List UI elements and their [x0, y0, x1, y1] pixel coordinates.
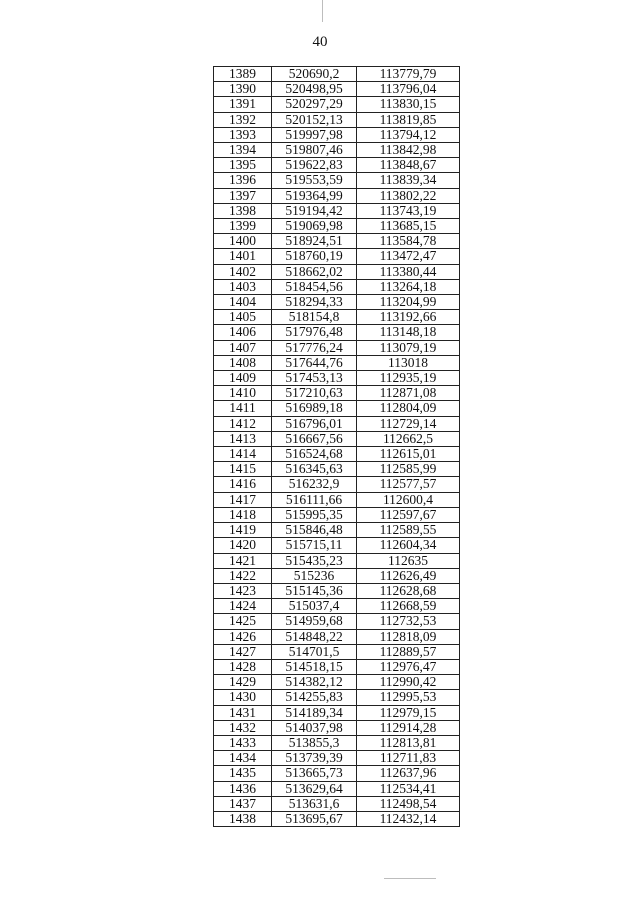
point-number-cell: 1391 [214, 97, 272, 112]
table-row [214, 431, 460, 446]
y-coordinate-cell: 113779,79 [357, 67, 460, 82]
y-coordinate-cell: 113848,67 [357, 158, 460, 173]
table-row [214, 675, 460, 690]
x-coordinate-cell: 518454,56 [272, 279, 357, 294]
x-coordinate-cell: 515715,11 [272, 538, 357, 553]
x-coordinate-cell: 514189,34 [272, 705, 357, 720]
x-coordinate-cell: 518662,02 [272, 264, 357, 279]
x-coordinate-cell: 516232,9 [272, 477, 357, 492]
table-row [214, 599, 460, 614]
table-row [214, 386, 460, 401]
table-row [214, 295, 460, 310]
coordinates-table-body [214, 67, 460, 827]
table-row [214, 340, 460, 355]
x-coordinate-cell: 520498,95 [272, 82, 357, 97]
scan-artifact-line [384, 878, 436, 879]
x-coordinate-cell: 518760,19 [272, 249, 357, 264]
point-number-cell: 1396 [214, 173, 272, 188]
point-number-cell: 1433 [214, 735, 272, 750]
y-coordinate-cell: 113079,19 [357, 340, 460, 355]
x-coordinate-cell: 517776,24 [272, 340, 357, 355]
point-number-cell: 1411 [214, 401, 272, 416]
x-coordinate-cell: 518294,33 [272, 295, 357, 310]
point-number-cell: 1405 [214, 310, 272, 325]
point-number-cell: 1412 [214, 416, 272, 431]
y-coordinate-cell: 112711,83 [357, 751, 460, 766]
y-coordinate-cell: 112668,59 [357, 599, 460, 614]
x-coordinate-cell: 514255,83 [272, 690, 357, 705]
point-number-cell: 1404 [214, 295, 272, 310]
page-number: 40 [312, 34, 328, 50]
point-number-cell: 1427 [214, 644, 272, 659]
table-row [214, 173, 460, 188]
table-row [214, 143, 460, 158]
table-row [214, 811, 460, 826]
point-number-cell: 1429 [214, 675, 272, 690]
table-row [214, 492, 460, 507]
y-coordinate-cell: 112432,14 [357, 811, 460, 826]
x-coordinate-cell: 520297,29 [272, 97, 357, 112]
point-number-cell: 1430 [214, 690, 272, 705]
y-coordinate-cell: 113472,47 [357, 249, 460, 264]
y-coordinate-cell: 113794,12 [357, 127, 460, 142]
x-coordinate-cell: 516524,68 [272, 447, 357, 462]
x-coordinate-cell: 518154,8 [272, 310, 357, 325]
y-coordinate-cell: 113819,85 [357, 112, 460, 127]
point-number-cell: 1394 [214, 143, 272, 158]
y-coordinate-cell: 112597,67 [357, 507, 460, 522]
table-row [214, 416, 460, 431]
y-coordinate-cell: 113685,15 [357, 219, 460, 234]
table-row [214, 219, 460, 234]
y-coordinate-cell: 113264,18 [357, 279, 460, 294]
table-row [214, 234, 460, 249]
x-coordinate-cell: 515037,4 [272, 599, 357, 614]
table-row [214, 82, 460, 97]
table-row [214, 583, 460, 598]
point-number-cell: 1407 [214, 340, 272, 355]
table-row [214, 614, 460, 629]
point-number-cell: 1432 [214, 720, 272, 735]
y-coordinate-cell: 113842,98 [357, 143, 460, 158]
x-coordinate-cell: 513631,6 [272, 796, 357, 811]
x-coordinate-cell: 514848,22 [272, 629, 357, 644]
table-row [214, 462, 460, 477]
x-coordinate-cell: 517210,63 [272, 386, 357, 401]
y-coordinate-cell: 112979,15 [357, 705, 460, 720]
table-row [214, 325, 460, 340]
x-coordinate-cell: 513739,39 [272, 751, 357, 766]
y-coordinate-cell: 113192,66 [357, 310, 460, 325]
y-coordinate-cell: 113743,19 [357, 203, 460, 218]
point-number-cell: 1428 [214, 659, 272, 674]
x-coordinate-cell: 515236 [272, 568, 357, 583]
point-number-cell: 1399 [214, 219, 272, 234]
y-coordinate-cell: 112818,09 [357, 629, 460, 644]
y-coordinate-cell: 112990,42 [357, 675, 460, 690]
y-coordinate-cell: 112615,01 [357, 447, 460, 462]
point-number-cell: 1398 [214, 203, 272, 218]
x-coordinate-cell: 520690,2 [272, 67, 357, 82]
table-row [214, 447, 460, 462]
y-coordinate-cell: 112935,19 [357, 371, 460, 386]
point-number-cell: 1409 [214, 371, 272, 386]
point-number-cell: 1413 [214, 431, 272, 446]
point-number-cell: 1438 [214, 811, 272, 826]
coordinates-table [213, 66, 460, 827]
y-coordinate-cell: 112604,34 [357, 538, 460, 553]
point-number-cell: 1392 [214, 112, 272, 127]
point-number-cell: 1403 [214, 279, 272, 294]
table-row [214, 355, 460, 370]
y-coordinate-cell: 112600,4 [357, 492, 460, 507]
x-coordinate-cell: 516345,63 [272, 462, 357, 477]
x-coordinate-cell: 517644,76 [272, 355, 357, 370]
point-number-cell: 1397 [214, 188, 272, 203]
table-row [214, 644, 460, 659]
point-number-cell: 1390 [214, 82, 272, 97]
y-coordinate-cell: 112628,68 [357, 583, 460, 598]
point-number-cell: 1422 [214, 568, 272, 583]
table-row [214, 188, 460, 203]
table-row [214, 766, 460, 781]
point-number-cell: 1417 [214, 492, 272, 507]
point-number-cell: 1414 [214, 447, 272, 462]
point-number-cell: 1400 [214, 234, 272, 249]
point-number-cell: 1410 [214, 386, 272, 401]
point-number-cell: 1425 [214, 614, 272, 629]
y-coordinate-cell: 113018 [357, 355, 460, 370]
x-coordinate-cell: 519069,98 [272, 219, 357, 234]
y-coordinate-cell: 113148,18 [357, 325, 460, 340]
table-row [214, 127, 460, 142]
point-number-cell: 1401 [214, 249, 272, 264]
y-coordinate-cell: 112498,54 [357, 796, 460, 811]
x-coordinate-cell: 519997,98 [272, 127, 357, 142]
point-number-cell: 1424 [214, 599, 272, 614]
y-coordinate-cell: 112995,53 [357, 690, 460, 705]
x-coordinate-cell: 514518,15 [272, 659, 357, 674]
y-coordinate-cell: 113204,99 [357, 295, 460, 310]
x-coordinate-cell: 515435,23 [272, 553, 357, 568]
x-coordinate-cell: 515995,35 [272, 507, 357, 522]
point-number-cell: 1406 [214, 325, 272, 340]
table-row [214, 371, 460, 386]
y-coordinate-cell: 112914,28 [357, 720, 460, 735]
point-number-cell: 1408 [214, 355, 272, 370]
point-number-cell: 1415 [214, 462, 272, 477]
table-row [214, 690, 460, 705]
x-coordinate-cell: 514382,12 [272, 675, 357, 690]
y-coordinate-cell: 112813,81 [357, 735, 460, 750]
x-coordinate-cell: 516667,56 [272, 431, 357, 446]
table-row [214, 720, 460, 735]
point-number-cell: 1437 [214, 796, 272, 811]
point-number-cell: 1420 [214, 538, 272, 553]
table-row [214, 112, 460, 127]
y-coordinate-cell: 112577,57 [357, 477, 460, 492]
point-number-cell: 1436 [214, 781, 272, 796]
y-coordinate-cell: 112729,14 [357, 416, 460, 431]
table-row [214, 401, 460, 416]
y-coordinate-cell: 112976,47 [357, 659, 460, 674]
x-coordinate-cell: 516989,18 [272, 401, 357, 416]
table-row [214, 249, 460, 264]
point-number-cell: 1421 [214, 553, 272, 568]
y-coordinate-cell: 112804,09 [357, 401, 460, 416]
table-row [214, 659, 460, 674]
x-coordinate-cell: 518924,51 [272, 234, 357, 249]
x-coordinate-cell: 513855,3 [272, 735, 357, 750]
x-coordinate-cell: 514701,5 [272, 644, 357, 659]
x-coordinate-cell: 513629,64 [272, 781, 357, 796]
table-row [214, 310, 460, 325]
x-coordinate-cell: 519622,83 [272, 158, 357, 173]
x-coordinate-cell: 514959,68 [272, 614, 357, 629]
point-number-cell: 1418 [214, 507, 272, 522]
y-coordinate-cell: 113796,04 [357, 82, 460, 97]
table-row [214, 629, 460, 644]
x-coordinate-cell: 515846,48 [272, 523, 357, 538]
table-row [214, 264, 460, 279]
point-number-cell: 1434 [214, 751, 272, 766]
y-coordinate-cell: 113380,44 [357, 264, 460, 279]
table-row [214, 705, 460, 720]
point-number-cell: 1426 [214, 629, 272, 644]
x-coordinate-cell: 516796,01 [272, 416, 357, 431]
table-row [214, 568, 460, 583]
x-coordinate-cell: 520152,13 [272, 112, 357, 127]
table-row [214, 735, 460, 750]
table-row [214, 158, 460, 173]
y-coordinate-cell: 112871,08 [357, 386, 460, 401]
table-row [214, 538, 460, 553]
y-coordinate-cell: 112534,41 [357, 781, 460, 796]
x-coordinate-cell: 519553,59 [272, 173, 357, 188]
point-number-cell: 1435 [214, 766, 272, 781]
x-coordinate-cell: 515145,36 [272, 583, 357, 598]
point-number-cell: 1423 [214, 583, 272, 598]
table-row [214, 477, 460, 492]
y-coordinate-cell: 112662,5 [357, 431, 460, 446]
table-row [214, 97, 460, 112]
y-coordinate-cell: 113584,78 [357, 234, 460, 249]
point-number-cell: 1402 [214, 264, 272, 279]
point-number-cell: 1393 [214, 127, 272, 142]
table-row [214, 67, 460, 82]
x-coordinate-cell: 513665,73 [272, 766, 357, 781]
y-coordinate-cell: 113830,15 [357, 97, 460, 112]
x-coordinate-cell: 519194,42 [272, 203, 357, 218]
table-row [214, 781, 460, 796]
table-row [214, 203, 460, 218]
point-number-cell: 1416 [214, 477, 272, 492]
table-row [214, 507, 460, 522]
y-coordinate-cell: 112732,53 [357, 614, 460, 629]
scan-artifact-line [322, 0, 323, 22]
y-coordinate-cell: 112585,99 [357, 462, 460, 477]
y-coordinate-cell: 112889,57 [357, 644, 460, 659]
y-coordinate-cell: 112589,55 [357, 523, 460, 538]
point-number-cell: 1389 [214, 67, 272, 82]
point-number-cell: 1395 [214, 158, 272, 173]
table-row [214, 751, 460, 766]
y-coordinate-cell: 113839,34 [357, 173, 460, 188]
x-coordinate-cell: 514037,98 [272, 720, 357, 735]
table-row [214, 279, 460, 294]
point-number-cell: 1431 [214, 705, 272, 720]
x-coordinate-cell: 519364,99 [272, 188, 357, 203]
table-row [214, 553, 460, 568]
x-coordinate-cell: 517453,13 [272, 371, 357, 386]
y-coordinate-cell: 112626,49 [357, 568, 460, 583]
y-coordinate-cell: 113802,22 [357, 188, 460, 203]
point-number-cell: 1419 [214, 523, 272, 538]
x-coordinate-cell: 513695,67 [272, 811, 357, 826]
table-row [214, 796, 460, 811]
y-coordinate-cell: 112635 [357, 553, 460, 568]
y-coordinate-cell: 112637,96 [357, 766, 460, 781]
x-coordinate-cell: 516111,66 [272, 492, 357, 507]
x-coordinate-cell: 517976,48 [272, 325, 357, 340]
table-row [214, 523, 460, 538]
x-coordinate-cell: 519807,46 [272, 143, 357, 158]
